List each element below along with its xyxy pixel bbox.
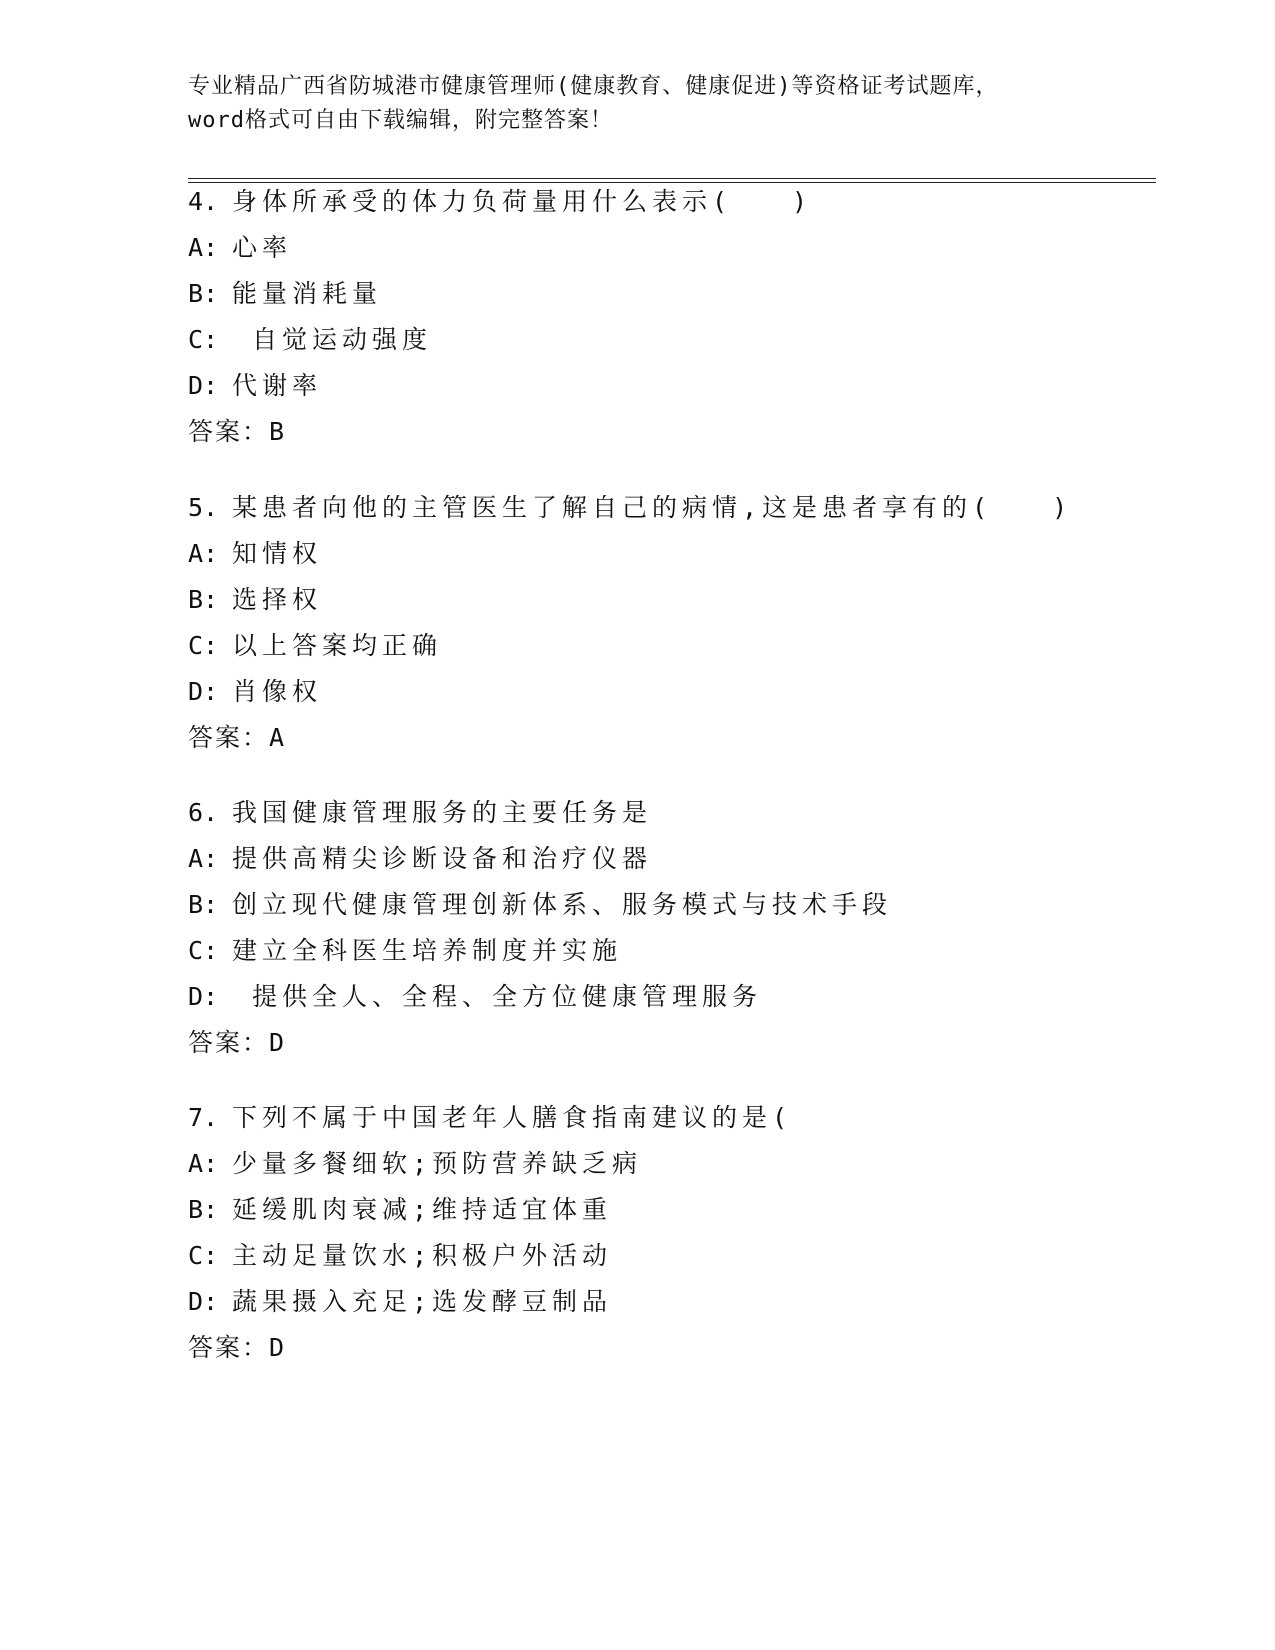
- question-number: 5.: [188, 493, 219, 522]
- answer-line: [188, 1325, 1148, 1371]
- option-key: B:: [188, 890, 219, 919]
- option-b: [188, 271, 1148, 317]
- question-text: 某患者向他的主管医生了解自己的病情,这是患者享有的( ): [232, 493, 1073, 522]
- option-c: [188, 317, 1148, 363]
- option-text: 延缓肌肉衰减;维持适宜体重: [232, 1195, 613, 1224]
- option-key: C:: [188, 1241, 219, 1270]
- option-a: [188, 1141, 1148, 1187]
- question-5: [188, 485, 1148, 761]
- answer-line: [188, 409, 1148, 455]
- question-number: 6.: [188, 798, 219, 827]
- option-text: 提供全人、全程、全方位健康管理服务: [232, 982, 763, 1011]
- option-key: C:: [188, 936, 219, 965]
- option-key: A:: [188, 844, 219, 873]
- question-stem: [188, 790, 1148, 836]
- question-stem: [188, 1095, 1148, 1141]
- answer-label: 答案：: [188, 723, 270, 752]
- question-6: [188, 790, 1148, 1066]
- header-line-2: word格式可自由下载编辑，附完整答案！: [188, 108, 613, 133]
- option-a: [188, 225, 1148, 271]
- option-text: 自觉运动强度: [232, 325, 433, 354]
- option-text: 建立全科医生培养制度并实施: [232, 936, 623, 965]
- option-key: B:: [188, 1195, 219, 1224]
- question-stem: [188, 179, 1148, 225]
- option-key: D:: [188, 371, 219, 400]
- option-text: 主动足量饮水;积极户外活动: [232, 1241, 613, 1270]
- option-b: [188, 1187, 1148, 1233]
- question-text: 下列不属于中国老年人膳食指南建议的是(: [232, 1103, 793, 1132]
- option-text: 知情权: [232, 539, 323, 568]
- option-text: 选择权: [232, 585, 323, 614]
- question-text: 我国健康管理服务的主要任务是: [232, 798, 653, 827]
- header-line-1: 专业精品广西省防城港市健康管理师(健康教育、健康促进)等资格证考试题库，: [188, 74, 999, 99]
- option-key: D:: [188, 1287, 219, 1316]
- answer-line: [188, 1020, 1148, 1066]
- answer-value: B: [269, 417, 287, 446]
- answer-value: A: [269, 723, 287, 752]
- option-key: B:: [188, 585, 219, 614]
- option-d: [188, 669, 1148, 715]
- answer-label: 答案：: [188, 417, 270, 446]
- option-d: [188, 1279, 1148, 1325]
- option-a: [188, 531, 1148, 577]
- option-text: 能量消耗量: [232, 279, 383, 308]
- question-4: [188, 179, 1148, 455]
- option-key: C:: [188, 325, 219, 354]
- option-text: 蔬果摄入充足;选发酵豆制品: [232, 1287, 613, 1316]
- option-text: 代谢率: [232, 371, 323, 400]
- answer-value: D: [269, 1028, 287, 1057]
- option-key: A:: [188, 539, 219, 568]
- option-c: [188, 623, 1148, 669]
- option-key: D:: [188, 677, 219, 706]
- option-text: 肖像权: [232, 677, 323, 706]
- answer-label: 答案：: [188, 1028, 270, 1057]
- answer-line: [188, 715, 1148, 761]
- option-text: 以上答案均正确: [232, 631, 443, 660]
- option-text: 创立现代健康管理创新体系、服务模式与技术手段: [232, 890, 893, 919]
- question-text: 身体所承受的体力负荷量用什么表示( ): [232, 187, 813, 216]
- option-key: B:: [188, 279, 219, 308]
- option-key: A:: [188, 233, 219, 262]
- option-text: 心率: [232, 233, 293, 262]
- option-key: C:: [188, 631, 219, 660]
- option-c: [188, 1233, 1148, 1279]
- document-header: [188, 70, 1088, 138]
- question-7: [188, 1095, 1148, 1371]
- answer-value: D: [269, 1333, 287, 1362]
- question-stem: [188, 485, 1148, 531]
- question-number: 4.: [188, 187, 219, 216]
- answer-label: 答案：: [188, 1333, 270, 1362]
- option-d: [188, 363, 1148, 409]
- option-d: [188, 974, 1148, 1020]
- option-text: 少量多餐细软;预防营养缺乏病: [232, 1149, 643, 1178]
- option-text: 提供高精尖诊断设备和治疗仪器: [232, 844, 653, 873]
- option-a: [188, 836, 1148, 882]
- option-c: [188, 928, 1148, 974]
- option-b: [188, 577, 1148, 623]
- option-key: A:: [188, 1149, 219, 1178]
- question-number: 7.: [188, 1103, 219, 1132]
- option-key: D:: [188, 982, 219, 1011]
- option-b: [188, 882, 1148, 928]
